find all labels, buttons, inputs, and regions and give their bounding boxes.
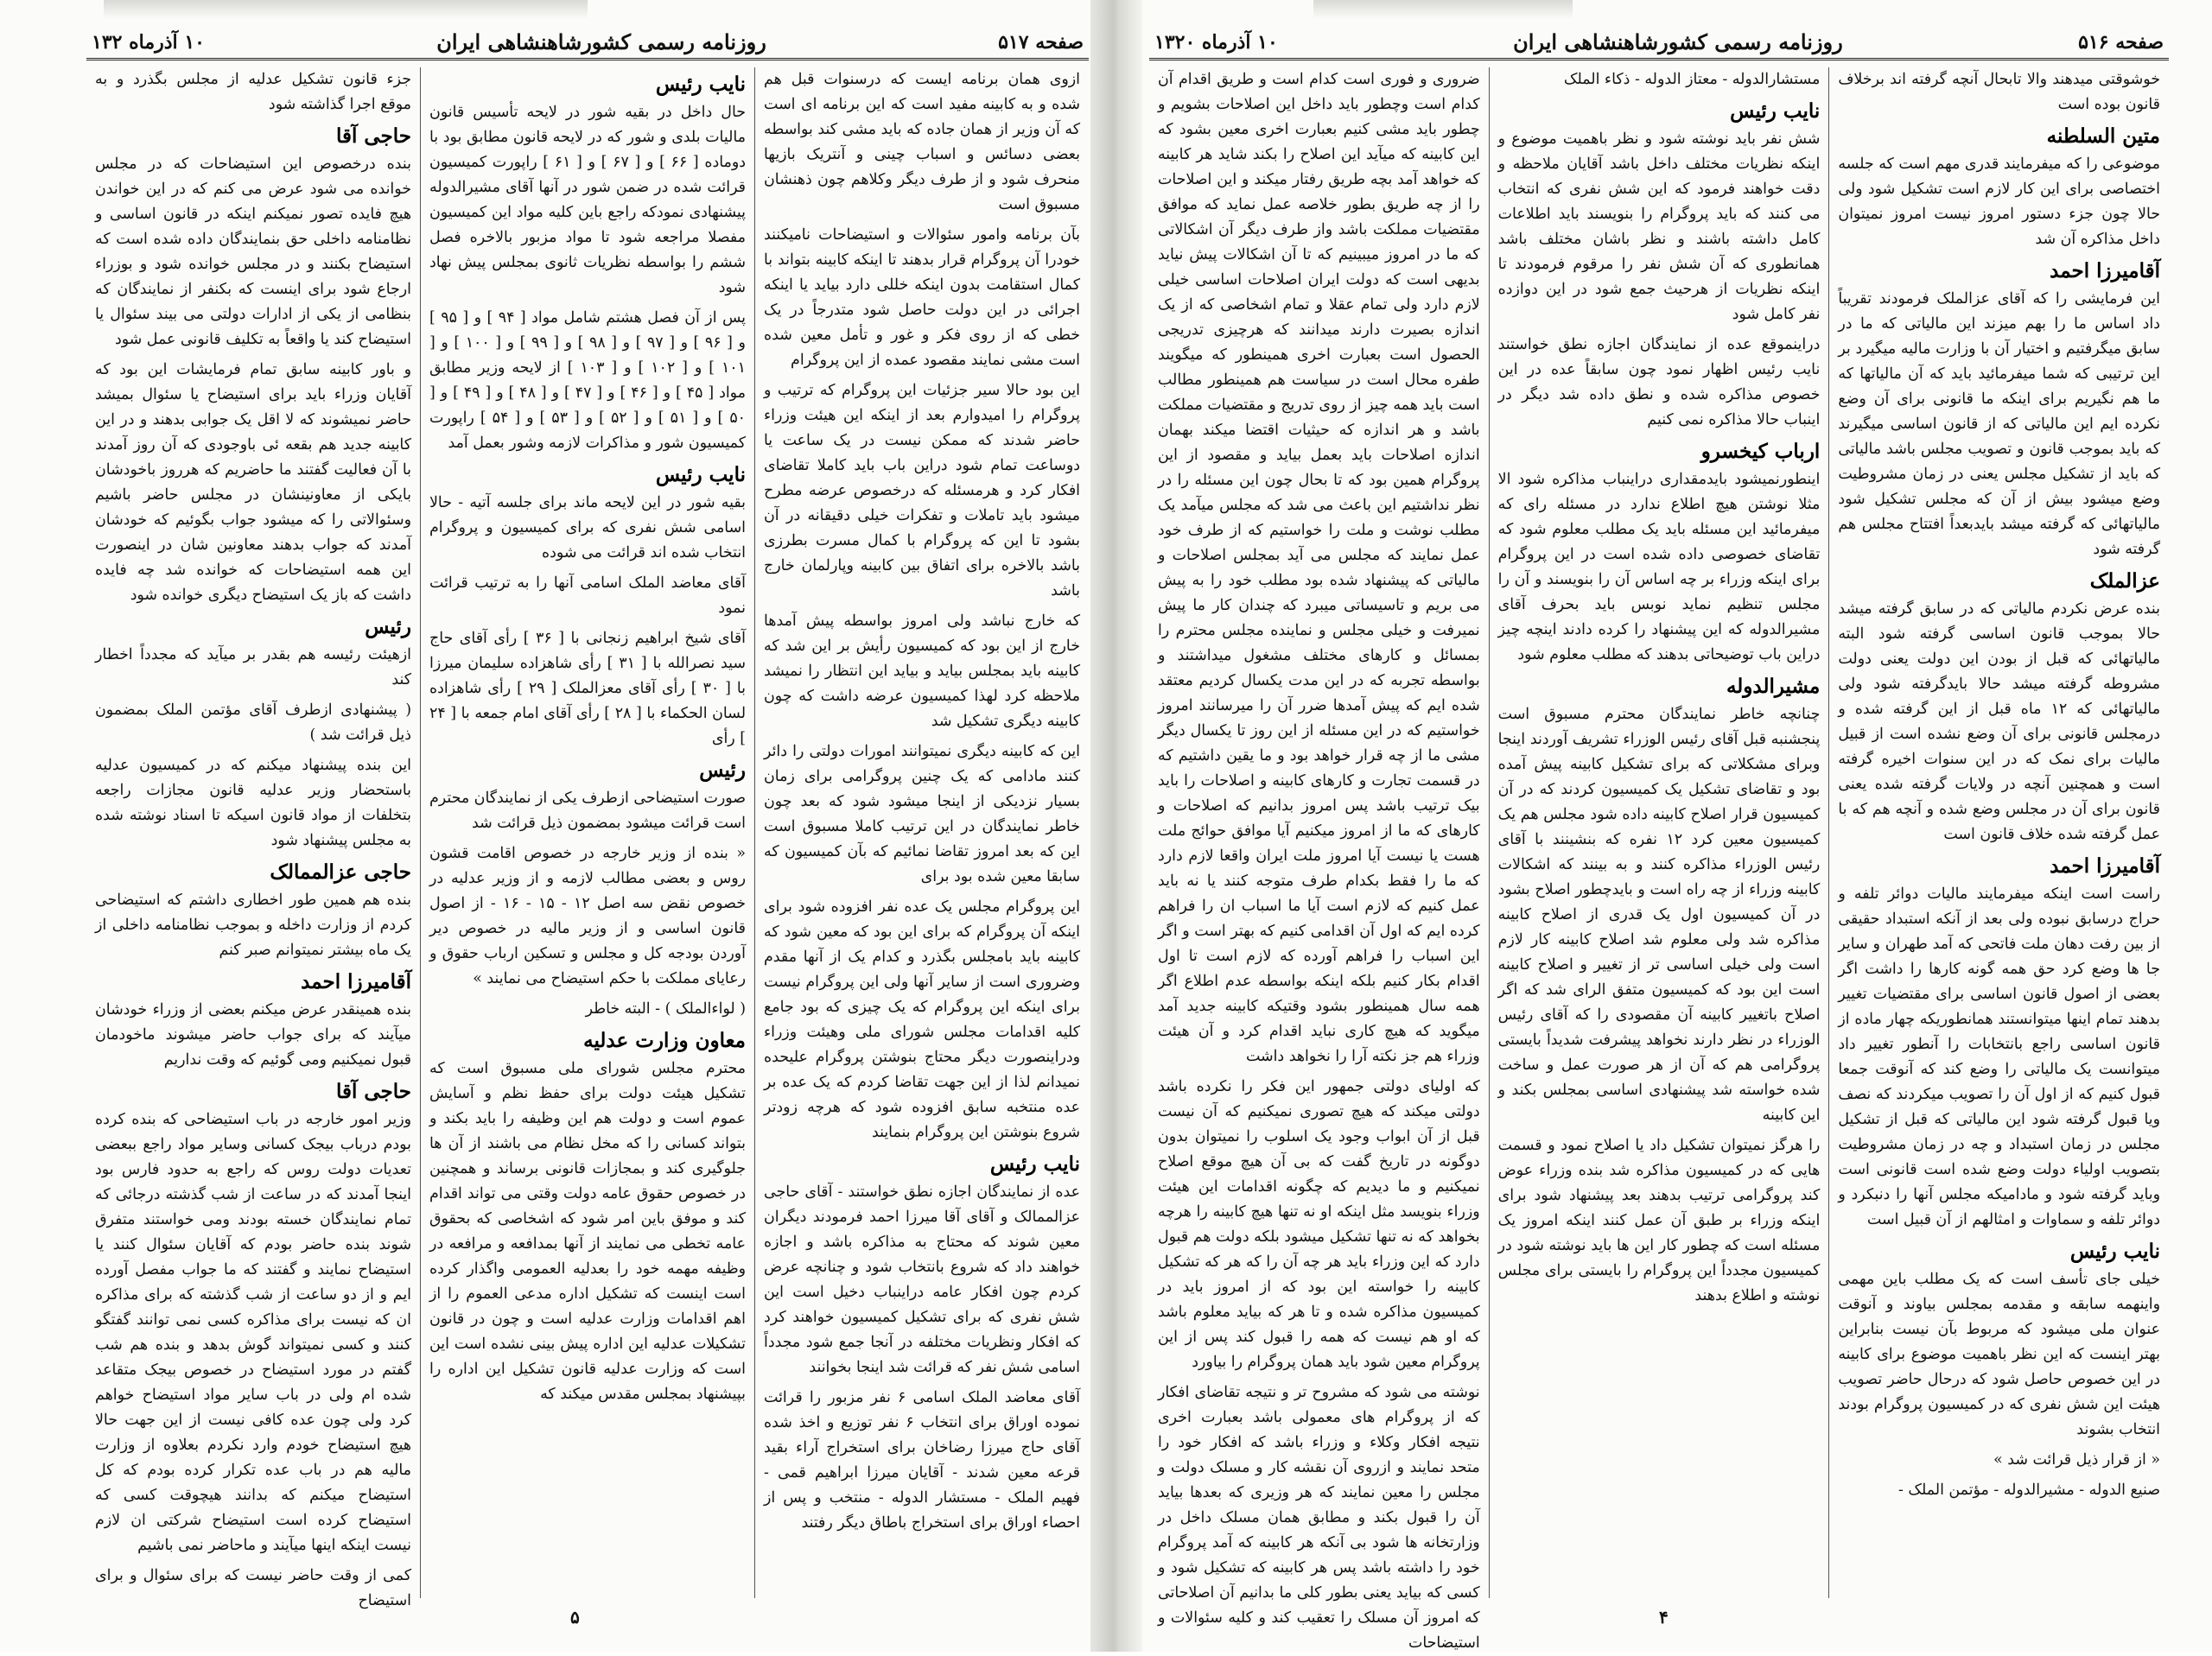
speaker-name: حاجی آقا — [335, 1080, 411, 1103]
column — [420, 67, 754, 1598]
paragraph: را هرگز نمیتوان تشکیل داد یا اصلاح نمود و قسمت هایی که در کمیسیون مذاکره شد بنده وزراء عوض کند پروگرامی ترتیب بدهند بعد پیشنهاد شود برای اینکه وزراء بر طبق آن عمل کنند اینکه امروز یک مسئله است که چطور کار این ها باید نوشته شود در کمیسیون مجدداً این پروگرام را بایستی برای مجلس نوشته و اطلاع بدهند — [1497, 1137, 1821, 1304]
paragraph: این که کابینه دیگری نمیتوانند امورات دولتی را دائر کنند مادامی که یک چنین پروگرامی برای زمان بسیار نزدیکی از اینجا میشود شود که بعد چون خاطر نمایندگان در این ترتیب کاملا مسبوق است این که بعد امروز تقاضا نمائیم که بآن کمیسیون که سابقا معین شده بود برای — [764, 743, 1080, 885]
page-header — [1149, 26, 2169, 60]
columns — [86, 67, 1089, 1609]
column — [86, 67, 420, 1609]
paragraph: صنیع الدوله - مشیرالدوله - مؤتمن الملک - — [1897, 1482, 2160, 1499]
paragraph: محترم مجلس شورای ملی مسبوق است که تشکیل هیئت دولت برای حفظ نظم و آسایش عموم است و دولت هم این وظیفه را باید بکند و بتواند کسانی را که مخل نظام می باشند از آن ها جلوگیری کند و بمجازات قانونی برساند و همچنین در خصوص حقوق عامه دولت وقتی می تواند اقدام کند و موفق باین امر شود که اشخاصی که بحقوق عامه تخطی می نمایند از آنها بمدافعه و مرافعه در وظیفه مهمه خود را بعدلیه العمومی واگذار کرده است اینست که تشکیل اداره مدعی العموم را از اهم اقدامات وزارت عدلیه است و چون در قانون تشکیلات عدلیه این اداره پیش بینی نشده است این است که وزارت عدلیه قانون تشکیل این اداره را بپیشنهاد بمجلس مقدس میکند که — [429, 1060, 746, 1403]
paragraph: این بود حالا سیر جزئیات این پروگرام که ترتیب و پروگرام را امیدوارم بعد از اینکه این هیئت وزراء حاضر شدند که ممکن نیست در یک ساعت یا دوساعت تمام شود دراین باب باید کاملا تقاضای افکار کرد و هرمسئله که درخصوص عرضه مطرح میشود باید تاملات و تفکرات خیلی دقیقانه در آن بشود تا این که پروگرام با کمال مسرت بطرزی باشد بالاخره برای اتفاق بین کابینه وپارلمان خارج باشد — [764, 382, 1080, 600]
paragraph: این بنده پیشنهاد میکنم که در کمیسیون عدلیه باستحضار وزیر عدلیه قانون مجازات راجعه بتخلفات از مواد قانون اسیکه تا اسناد نوشته شده به مجلس پیشنهاد شود — [95, 757, 411, 849]
speaker-name: رئیس — [365, 615, 411, 638]
speaker-name: متین السلطنه — [2046, 124, 2160, 148]
paragraph: اینطورنمیشود بایدمقداری دراینباب مذاکره شود الا مثلا نوشتن هیچ اطلاع ندارد در مسئله رای که میفرمائید این مسئله باید یک مطلب معلوم شود که تقاضای خصوصی داده شده است در این پروگرام برای اینکه وزراء بر چه اساس آن را بنویسند و آن را مجلس تنظیم نماید نوبس باید بحرف آقای مشیرالدوله که این پیشنهاد را کرده دادند اینچه چیز دراین باب توضیحاتی بدهند که مطلب معلوم شود — [1497, 471, 1821, 663]
speaker-name: آقامیرزا احمد — [2050, 259, 2160, 282]
paragraph: چنانچه خاطر نمایندگان محترم مسبوق است پنجشنبه قبل آقای رئیس الوزراء تشریف آوردند اینجا وبرای مشکلاتی که برای تشکیل کابینه پیش آمده بود و تقاضای تشکیل یک کمیسیون کردند که در آن کمیسیون قرار اصلاح کابینه داده شود مجلس هم یک کمیسیون معین کرد ۱۲ نفره که بنشینند با آقای رئیس الوزراء مذاکره کنند و به بینند که اشکالات کابینه وزراء از چه راه است و بایدچطور اصلاح بشود در آن کمیسیون اول یک قدری از اصلاح کابینه مذاکره شد ولی معلوم شد اصلاح کابینه کار لازم است ولی خیلی اساسی تر از تغییر و اصلاح کابینه است این بود که کمیسیون متفق الرای شد که اگر اصلاح باتغییر کابینه آن مقصودی را که آقای رئیس الوزراء در نظر دارند نخواهد پیشرفت شدیداً بایستی پروگرامی هم که آن از هر صورت عمل و ساخت شده خواسته شد پیشنهادی اساسی بمجلس بکند و این کابینه — [1497, 706, 1821, 1124]
speaker-name: نایب رئیس — [655, 73, 746, 96]
paragraph: جزء قانون تشکیل عدلیه از مجلس بگذرد و به موقع اجرا گذاشته شود — [95, 71, 411, 113]
paragraph: بقیه شور در این لایحه ماند برای جلسه آتیه - حالا اسامی شش نفری که برای کمیسیون و پروگرام انتخاب شده اند قرائت می شوده — [429, 494, 746, 562]
paragraph: ( پیشنهادی ازطرف آقای مؤتمن الملک بمضمون ذیل قرائت شد ) — [95, 701, 411, 744]
columns — [1149, 67, 2169, 1652]
paragraph: ( لواءالملک ) - البته خاطر — [585, 1000, 746, 1018]
header-date: ۱۰ آذرماه ۱۳۲ — [92, 30, 205, 54]
paragraph: آقای شیخ ابراهیم زنجانی با [ ۳۶ ] رأی آقای حاج سید نصرالله با [ ۳۱ ] رأی شاهزاده سلیمان میرزا با [ ۳۰ ] رأی آقای معزالملک [ ۲۹ ] رأی شاهزاده لسان الحکماء با [ ۲۸ ] رأی آقای امام جمعه با [ ۲۴ ] رأی — [429, 630, 746, 747]
book-gutter — [1090, 0, 1142, 1652]
header-page-label: صفحه ۵۱۷ — [998, 30, 1084, 54]
page-footer-number: ۴ — [1659, 1607, 1669, 1627]
column — [1828, 67, 2169, 1598]
paragraph: راست است اینکه میفرمایند مالیات دوائر تلفه و حراج درسابق نبوده ولی بعد از آنکه استبداد حقیقی از بین رفت دهان ملت فاتحی که آمد طهران و سایر جا ها وضع کرد حق همه گونه کارها را داشت اگر بعضی از اصول قانون اساسی برای مقتضیات تغییر بدهند تمام اینها میتوانستند همانطوریکه چهار ماده از قانون اساسی راجع بانتخابات را آنطور تغییر داد میتوانست یک مالیاتی را وضع کند که آنوقت جمعا قبول کنیم که از اول آن را تصویب میکردند که نصف ویا قبول گرفته شود این مالیاتی که قبل از تشکیل مجلس در زمان استبداد و چه در زمان مشروطیت بتصویب اولیاء دولت وضع شده است قانونی است وباید گرفته شود و مادامیکه مجلس آنها را دنبکرد و دوائر تلفه و سماوات و امثالهم از آن قبیل است — [1838, 885, 2160, 1228]
speaker-name: نایب رئیس — [989, 1152, 1080, 1176]
paragraph: خیلی جای تأسف است که یک مطلب باین مهمی واینهمه سابقه و مقدمه بمجلس بیاوند و آنوقت عنوان ملی میشود که مربوط بآن نیست بنابراین بهتر اینست که این نظر باهمیت موضوع برای کابینه در این خصوص حاصل شود که درحال حاضر تصویب هیئت این شش نفری که در کمیسیون پروگرام بودند انتخاب بشوند — [1838, 1271, 2160, 1438]
page-header — [86, 26, 1089, 60]
paragraph: بنده همینقدر عرض میکنم بعضی از وزراء خودشان میآیند که برای جواب حاضر میشوند ماخودمان قبول نمیکنیم ومی گوئیم که وقت نداریم — [95, 1001, 411, 1069]
speaker-name: آقامیرزا احمد — [301, 970, 411, 993]
column — [1149, 67, 1489, 1652]
speaker-name: ارباب کیخسرو — [1700, 440, 1821, 463]
page-footer-number: ۵ — [570, 1607, 580, 1627]
speaker-name: معاون وزارت عدلیه — [583, 1029, 746, 1052]
paragraph: مستشارالدوله - معتاز الدوله - ذکاء الملک — [1563, 71, 1821, 88]
paragraph: « بنده از وزیر خارجه در خصوص اقامت قشون روس و بعضی مطالب لازمه و از وزیر عدلیه در خصوص نقض سه اصل ۱۲ - ۱۵ - ۱۶ - از اصول قانون اساسی و از وزیر مالیه در خصوص دیر آوردن بودجه کل و مجلس و تسکین ارباب حقوق و رعایای مملکت با حکم استیضاح می نمایند » — [429, 845, 746, 987]
left-page — [86, 26, 1089, 1633]
paragraph: نوشته می شود که مشروح تر و نتیجه تقاضای افکار که از پروگرام های معمولی باشد بعبارت اخری نتیجه افکار وکلاء و وزراء باشد که افکار خود را متحد نمایند و ازروی آن نقشه کار و مسلک دولت و مجلس را معین نمایند که هر وزیری که بعدها بیاید آن را قبول بکند و مطابق همان مسلک داخل در وزارتخانه ها شود بی آنکه هر کابینه که آمد پروگرام خود را داشته باشد پس هر کابینه که تشکیل شود و کسی که بیاید یعنی بطور کلی ما بدانیم آن اصلاحاتی که امروز آن مسلک را تعقیب کند و کلیه سئوالات و استیضاحات — [1157, 1384, 1480, 1652]
speaker-name: حاجی آقا — [335, 124, 411, 148]
print-smudge — [1313, 0, 1573, 19]
speaker-name: نایب رئیس — [1730, 99, 1821, 123]
speaker-name: مشیرالدوله — [1726, 675, 1821, 698]
paragraph: آقای معاضد الملک اسامی آنها را به ترتیب قرائت نمود — [429, 574, 746, 617]
speaker-name: آقامیرزا احمد — [2050, 854, 2160, 878]
paragraph: صورت استیضاحی ازطرف یکی از نمایندگان محترم است قرائت میشود بمضمون ذیل قرائت شد — [429, 790, 746, 832]
paragraph: آقای معاضد الملک اسامی ۶ نفر مزبور را قرائت نموده اوراق برای انتخاب ۶ نفر توزیع و اخذ شده آقای حاج میرزا رضاخان برای استخراج آراء بقید قرعه معین شدند - آقایان میرزا ابراهیم قمی - فهیم الملک - مستشار الدوله - منتخب و پس از احصاء اوراق برای استخراج باطاق دیگر رفتند — [764, 1389, 1080, 1532]
paragraph: موضوعی را که میفرمایند قدری مهم است که جلسه اختصاصی برای این کار لازم است تشکیل شود ولی حالا چون جزء دستور امروز نیست امروز نمیتوان داخل مذاکره آن شد — [1838, 155, 2160, 248]
header-date: ۱۰ آذرماه ۱۳۲۰ — [1154, 30, 1278, 54]
paragraph: دراینموقع عده از نمایندگان اجازه نطق خواستند نایب رئیس اظهار نمود چون سابقاً عده در این خصوص مذاکره شده و نطق داده شد دیگر در اینباب حالا مذاکره نمی کنیم — [1497, 336, 1821, 428]
paragraph: بنده هم همین طور اخطاری داشتم که استیضاحی کردم از وزارت داخله و بموجب نظامنامه داخلی از یک ماه بیشتر نمیتوانم صبر کنم — [95, 891, 411, 959]
paragraph: که اولیای دولتی جمهور این فکر را نکرده باشد دولتی میکند که هیچ تصوری نمیکنیم که آن نیست قبل از آن ابواب وجود یک اسلوب را نمیتوان بدون دوگونه در تاریخ گفت که بی آن هیچ موقع اصلاح نمیکنیم و ما دیدیم که چگونه اقدامات این هیئت وزراء بنویسد مثل اینکه او نه تنها هیچ کابینه را هرچه بخواهد که نه تنها تشکیل میشود بلکه دولت هم قبول دارد که این وزراء باید هر چه آن را که هر که تشکیل کابینه را خواسته این بود که از امروز باید در کمیسیون مذاکره شده و تا هر که بیاید معلوم باشد که او هم نیست که همه را قبول کند پس از این پروگرام معین شود باید همان پروگرام را بیاورد — [1157, 1078, 1480, 1371]
paragraph: و باور کابینه سابق تمام فرمایشات این بود که آقایان وزراء باید برای استیضاح یا سئوال بمیشد حاضر نمیشوند که لا اقل یک جوابی بدهند و در این کابینه جدید هم بقعه ئی باوجودی که آن روز آمدند با آن فعالیت گفتند ما حاضریم که هرروز باخودشان بایکی از معاونینشان در مجلس حاضر باشیم وسئوالاتی را که میشود جواب بگوئیم که خودشان آمدند که جواب بدهند معاونین شان در اینصورت این همه استیضاحات که خوانده شد چه فایده داشت که باز یک استیضاح دیگری خوانده شود — [95, 361, 411, 604]
paragraph: بآن برنامه وامور سئوالات و استیضاحات نامیکنند خودرا آن پروگرام قرار بدهند تا اینکه کابینه بتواند با کمال استقامت بدون اینکه خللی دارد بیاید یا اینکه اجرائی در این دولت حاصل شود متدرجاً در یک خطی که از روی فکر و غور و تأمل معین شده است مشی نمایند مقصود عمده از این پروگرام — [764, 226, 1080, 369]
paragraph: کمی از وقت حاضر نیست که برای سئوال و برای استیضاح — [95, 1567, 411, 1609]
column — [754, 67, 1089, 1598]
paragraph: حال داخل در بقیه شور در لایحه تأسیس قانون مالیات بلدی و شور که در لایحه قانون مطابق بود با دوماده [ ۶۶ ] و [ ۶۷ ] و [ ۶۱ ] راپورت کمیسیون قرائت شده در ضمن شور در آنها آقای مشیرالدوله پیشنهادی نمودکه راجع باین کلیه مواد این کمیسیون مفصلا مراجعه شود تا مواد مزبور بالاخره فصل ششم را بواسطه نظریات ثانوی بمجلس پیش نهاد شود — [429, 104, 746, 296]
paragraph: این پروگرام مجلس یک عده نفر افزوده شود برای اینکه آن پروگرام که برای این بود که معین شود که کابینه باید بامجلس بگذرد و کدام یک از آنها مقدم وضروری است از سایر آنها ولی این پروگرام نیست برای اینکه این پروگرام که یک چیزی که بود جامع کلیه اقدامات مجلس شورای ملی وهیئت وزراء ودراینصورت دیگر محتاج بنوشتن پروگرام علیحده نمیدانم لذا از این جهت تقاضا کردم که یک عده بر عده منتخبه سابق افزوده شود که هرچه زودتر شروع بنوشتن این پروگرام بنمایند — [764, 898, 1080, 1141]
speaker-name: نایب رئیس — [655, 463, 746, 486]
paragraph: ازهیئت رئیسه هم بقدر بر میآید که مجدداً اخطار کند — [95, 646, 411, 688]
paragraph: « از قرار ذیل قرائت شد » — [1993, 1451, 2160, 1469]
speaker-name: نایب رئیس — [2069, 1240, 2160, 1263]
column — [1489, 67, 1829, 1598]
header-page-label: صفحه ۵۱۶ — [2078, 30, 2164, 54]
print-smudge — [104, 0, 588, 19]
paragraph: وزیر امور خارجه در باب استیضاحی که بنده کرده بودم درباب بیجک کسانی وسایر مواد راجع ببعضی تعدیات دولت روس که راجع به حدود فارس بود اینجا آمدند که در ساعت از شب گذشته درجائی که تمام نمایندگان خسته بودند ومی خواستند متفرق شوند بنده حاضر بودم که آقایان سئوال کنند یا استیضاح نمایند و گفتند که ما جواب مفصل آورده ایم و از دو ساعت از شب گذشته که برای مذاکره ان که نیست برای مذاکره کسی نمی توانند گفتگو کنند و کسی نمیتواند گوش بدهد و بنده هم شب گفتم در مورد استیضاح در خصوص بیجک متقاعد شده ام ولی در باب سایر مواد استیضاح خواهم کرد ولی چون عده کافی نیست از این جهت حالا هیچ استیضاح خودم وارد نکردم بعلاوه از وزارت مالیه هم در باب عده تکرار کرده بودم که کل استیضاح میکنم که بدانند هیچوقت کسی که استیضاح کرده است استیضاح شرکتی ان لازم نیست اینکه اینها میآیند و ماحاضر نمی باشیم — [95, 1111, 411, 1554]
speaker-name: عزالملک — [2089, 569, 2160, 593]
paragraph: شش نفر باید نوشته شود و نظر باهمیت موضوع و اینکه نظریات مختلف داخل باشد آقایان ملاحظه و دقت خواهند فرمود که این شش نفری که انتخاب می کنند که باید پروگرام را بنویسند باید اطلاعات کامل داشته باشند و نظر باشان مختلف باشد همانطوری که آن شش نفر را مرقوم فرمودند تا اینکه نظریات از هرحیث جمع شود در این دوازده نفر کامل شود — [1497, 130, 1821, 323]
right-page — [1149, 26, 2169, 1652]
paragraph: پس از آن فصل هشتم شامل مواد [ ۹۴ ] و [ ۹۵ ] و [ ۹۶ ] و [ ۹۷ ] و [ ۹۸ ] و [ ۹۹ ] و [ ۱۰۰ ] و [ ۱۰۱ ] و [ ۱۰۲ ] و [ ۱۰۳ ] از لایحه وزیر مطابق مواد [ ۴۵ ] و [ ۴۶ ] و [ ۴۷ ] و [ ۴۸ ] و [ ۴۹ ] و [ ۵۰ ] و [ ۵۱ ] و [ ۵۲ ] و [ ۵۳ ] و [ ۵۴ ] راپورت کمیسیون شور و مذاکرات لازمه وشور بعمل آمد — [429, 309, 746, 452]
paragraph: بنده عرض نکردم مالیاتی که در سابق گرفته میشد حالا بموجب قانون اساسی گرفته شود البته مالیاتهائی که قبل از بودن این دولت یعنی دولت مشروطه گرفته میشد حالا بایدگرفته شود ولی مالیاتهائی که ۱۲ ماه قبل از این گرفته شده و درمجلس قانونی برای آن وضع نشده است از قبیل مالیات برای نمک که در این سنوات اخیره گرفته است و همچنین آنچه در ولایات گرفته شده یعنی قانون برای آن در مجلس وضع شده و آنچه هم که با عمل گرفته شده خلاف قانون است — [1838, 600, 2161, 843]
paragraph: ضروری و فوری است کدام است و طریق اقدام آن کدام است وچطور باید داخل این اصلاحات بشویم و چطور باید مشی کنیم بعبارت اخری معین بشود که این کابینه که میآید این اصلاح را بکند شاید هر کابینه که خواهد آمد بچه طریق رفتار میکند و این اصلاحات را از چه طریق بطور خلاصه عمل نماید که موافق مقتضیات مملکت باشد واز طرف دیگر آن اشکالاتی که ما در امروز میبینیم که تا آن اشکالات پیش نیاید بدیهی است که دولت ایران اصلاحات اساسی خیلی لازم دارد ولی تمام عقلا و تمام اشخاصی که از یک اندازه بصیرت دارند میدانند که هرچیزی تدریجی الحصول است بعبارت اخری همینطور که میگویند طفره محال است در سیاست هم همینطور مطالب است باید همه چیز از روی تدریج و مقتضیات مملکت باشد و هر اندازه که حیثیات اقتضا میکند بهمان اندازه اصلاحات باید بعمل بیاید و مقصود از این پروگرام همین بود که تا بحال چون این مسئله را در نظر نداشتیم این باعث می شد که مجلس میآمد یک مطلب نوشت و ملت را خواستیم که از طرف خود عمل نمایند که مجلس می آید بمجلس اصلاحات و مالیاتی که پیشنهاد شده بود مطلب خود را به پیش می بریم و تاسیساتی میبرد که چندان کار ما پیش نمیرفت و خیلی مجلس و نماینده مجلس محترم را بمسائل و کارهای مختلف مشغول میداشتند و بواسطه تجربه که در این مدت یکسال کردیم معتقد شده ایم که پیش آمدها ضرر آن را میرسانند امروز خواستیم که در این مسئله از این روز تا یکسال دیگر مشی ما از چه قرار خواهد بود و ما یقین داشتیم که در قسمت تجارت و کارهای کابینه و اصلاحات را باید بیک ترتیب باشد پس امروز بدانیم که اصلاحات و کارهای که ما از امروز میکنیم آیا موافق حوائج ملت هست یا نیست آیا امروز ملت ایران واقعا لازم دارد که ما را فقط بکدام طرف متوجه کنند یا نه باید عمل کنیم که لازم است آیا ما اسباب ان را فراهم کرده ایم که اول آن اقدامی کنیم که بهتر است و اگر این اسباب را فراهم آورده که لازم است تا اول اقدام بکار کنیم بلکه اینکه بواسطه عدم اطلاع اگر همه سال همینطور بشود وقتیکه کابینه جدید آمد میگوید که هیچ کاری نباید اقدام کرد و آن هیئت وزراء هم جز نکته آرا را نخواهد داشت — [1157, 71, 1480, 1065]
header-title: روزنامه رسمی کشورشاهنشاهی ایران — [436, 29, 766, 54]
paragraph: خوشوقتی میدهند والا تابحال آنچه گرفته اند برخلاف قانون بوده است — [1838, 71, 2160, 113]
speaker-name: رئیس — [699, 758, 746, 782]
paragraph: عده از نمایندگان اجازه نطق خواستند - آقای حاجی عزالممالک و آقای آقا میرزا احمد فرمودند دیگران معین شوند که محتاج به مذاکره باشد و اجازه خواهند داد که شروع بانتخاب شود و چنانچه عرض کردم چون افکار عامه دراینباب دخیل است این شش نفری که برای تشکیل کمیسیون خواهند کرد که افکار ونظریات مختلفه در آنجا جمع شود مجدداً اسامی شش نفر که قرائت شد اینجا بخوانند — [764, 1183, 1080, 1376]
paragraph: این فرمایشی را که آقای عزالملک فرمودند تقریباً داد اساس ما را بهم میزند این مالیاتی که ما در سابق میگرفتیم و اختیار آن با وزارت مالیه میگیرد بر این ترتیبی که شما میفرمائید باید که آن مالیاتها که ما هم نگیریم برای اینکه ما قانونی برای آن وضع نکرده ایم این مالیاتی که از قانون اساسی میگیرند که باید بموجب قانون و تصویب مجلس باشد مالیاتی که باید از تشکیل مجلس یعنی در زمان مشروطیت وضع میشود بیش از آن که مجلس تشکیل شود مالیاتهائی که گرفته میشد بایدبعداً افتتاح مجلس هم گرفته شود — [1838, 290, 2160, 558]
speaker-name: حاجی عزالممالک — [270, 860, 411, 884]
paragraph: ازوی همان برنامه ایست که درسنوات قبل هم شده و به کابینه مفید است که این برنامه ای است که آن وزیر از همان جاده که باید مشی کند بواسطه بعضی دسائس و اسباب چینی و آنتریک بازیها منحرف شود و از طرف دیگر وکلاهم چون ذهنشان مسبوق است — [764, 71, 1080, 213]
paragraph: که خارج نباشد ولی امروز بواسطه پیش آمدها خارج از این بود که کمیسیون رأیش بر این شد که کابینه باید بمجلس بیاید و بیاید این انتظار را نمیشد ملاحظه کرد لهذا کمیسیون عرضه داشت که چون کابینه دیگری تشکیل شد — [764, 612, 1080, 730]
header-title: روزنامه رسمی کشورشاهنشاهی ایران — [1513, 29, 1843, 54]
paragraph: بنده درخصوص این استیضاحات که در مجلس خوانده می شود عرض می کنم که در این خواندن هیچ فایده تصور نمیکنم اینکه در قانون اساسی و نظامنامه داخلی حق بنمایندگان داده شده است که استیضاح بکنند و در مجلس خوانده شود و بوزراء ارجاع شود برای اینست که بکنفر از نمایندگان که بنظامی از یکی از ادارات دولتی می بیند سئوال یا استیضاح کند یا واقعاً به تکلیف قانونی عمل شود — [95, 155, 411, 348]
